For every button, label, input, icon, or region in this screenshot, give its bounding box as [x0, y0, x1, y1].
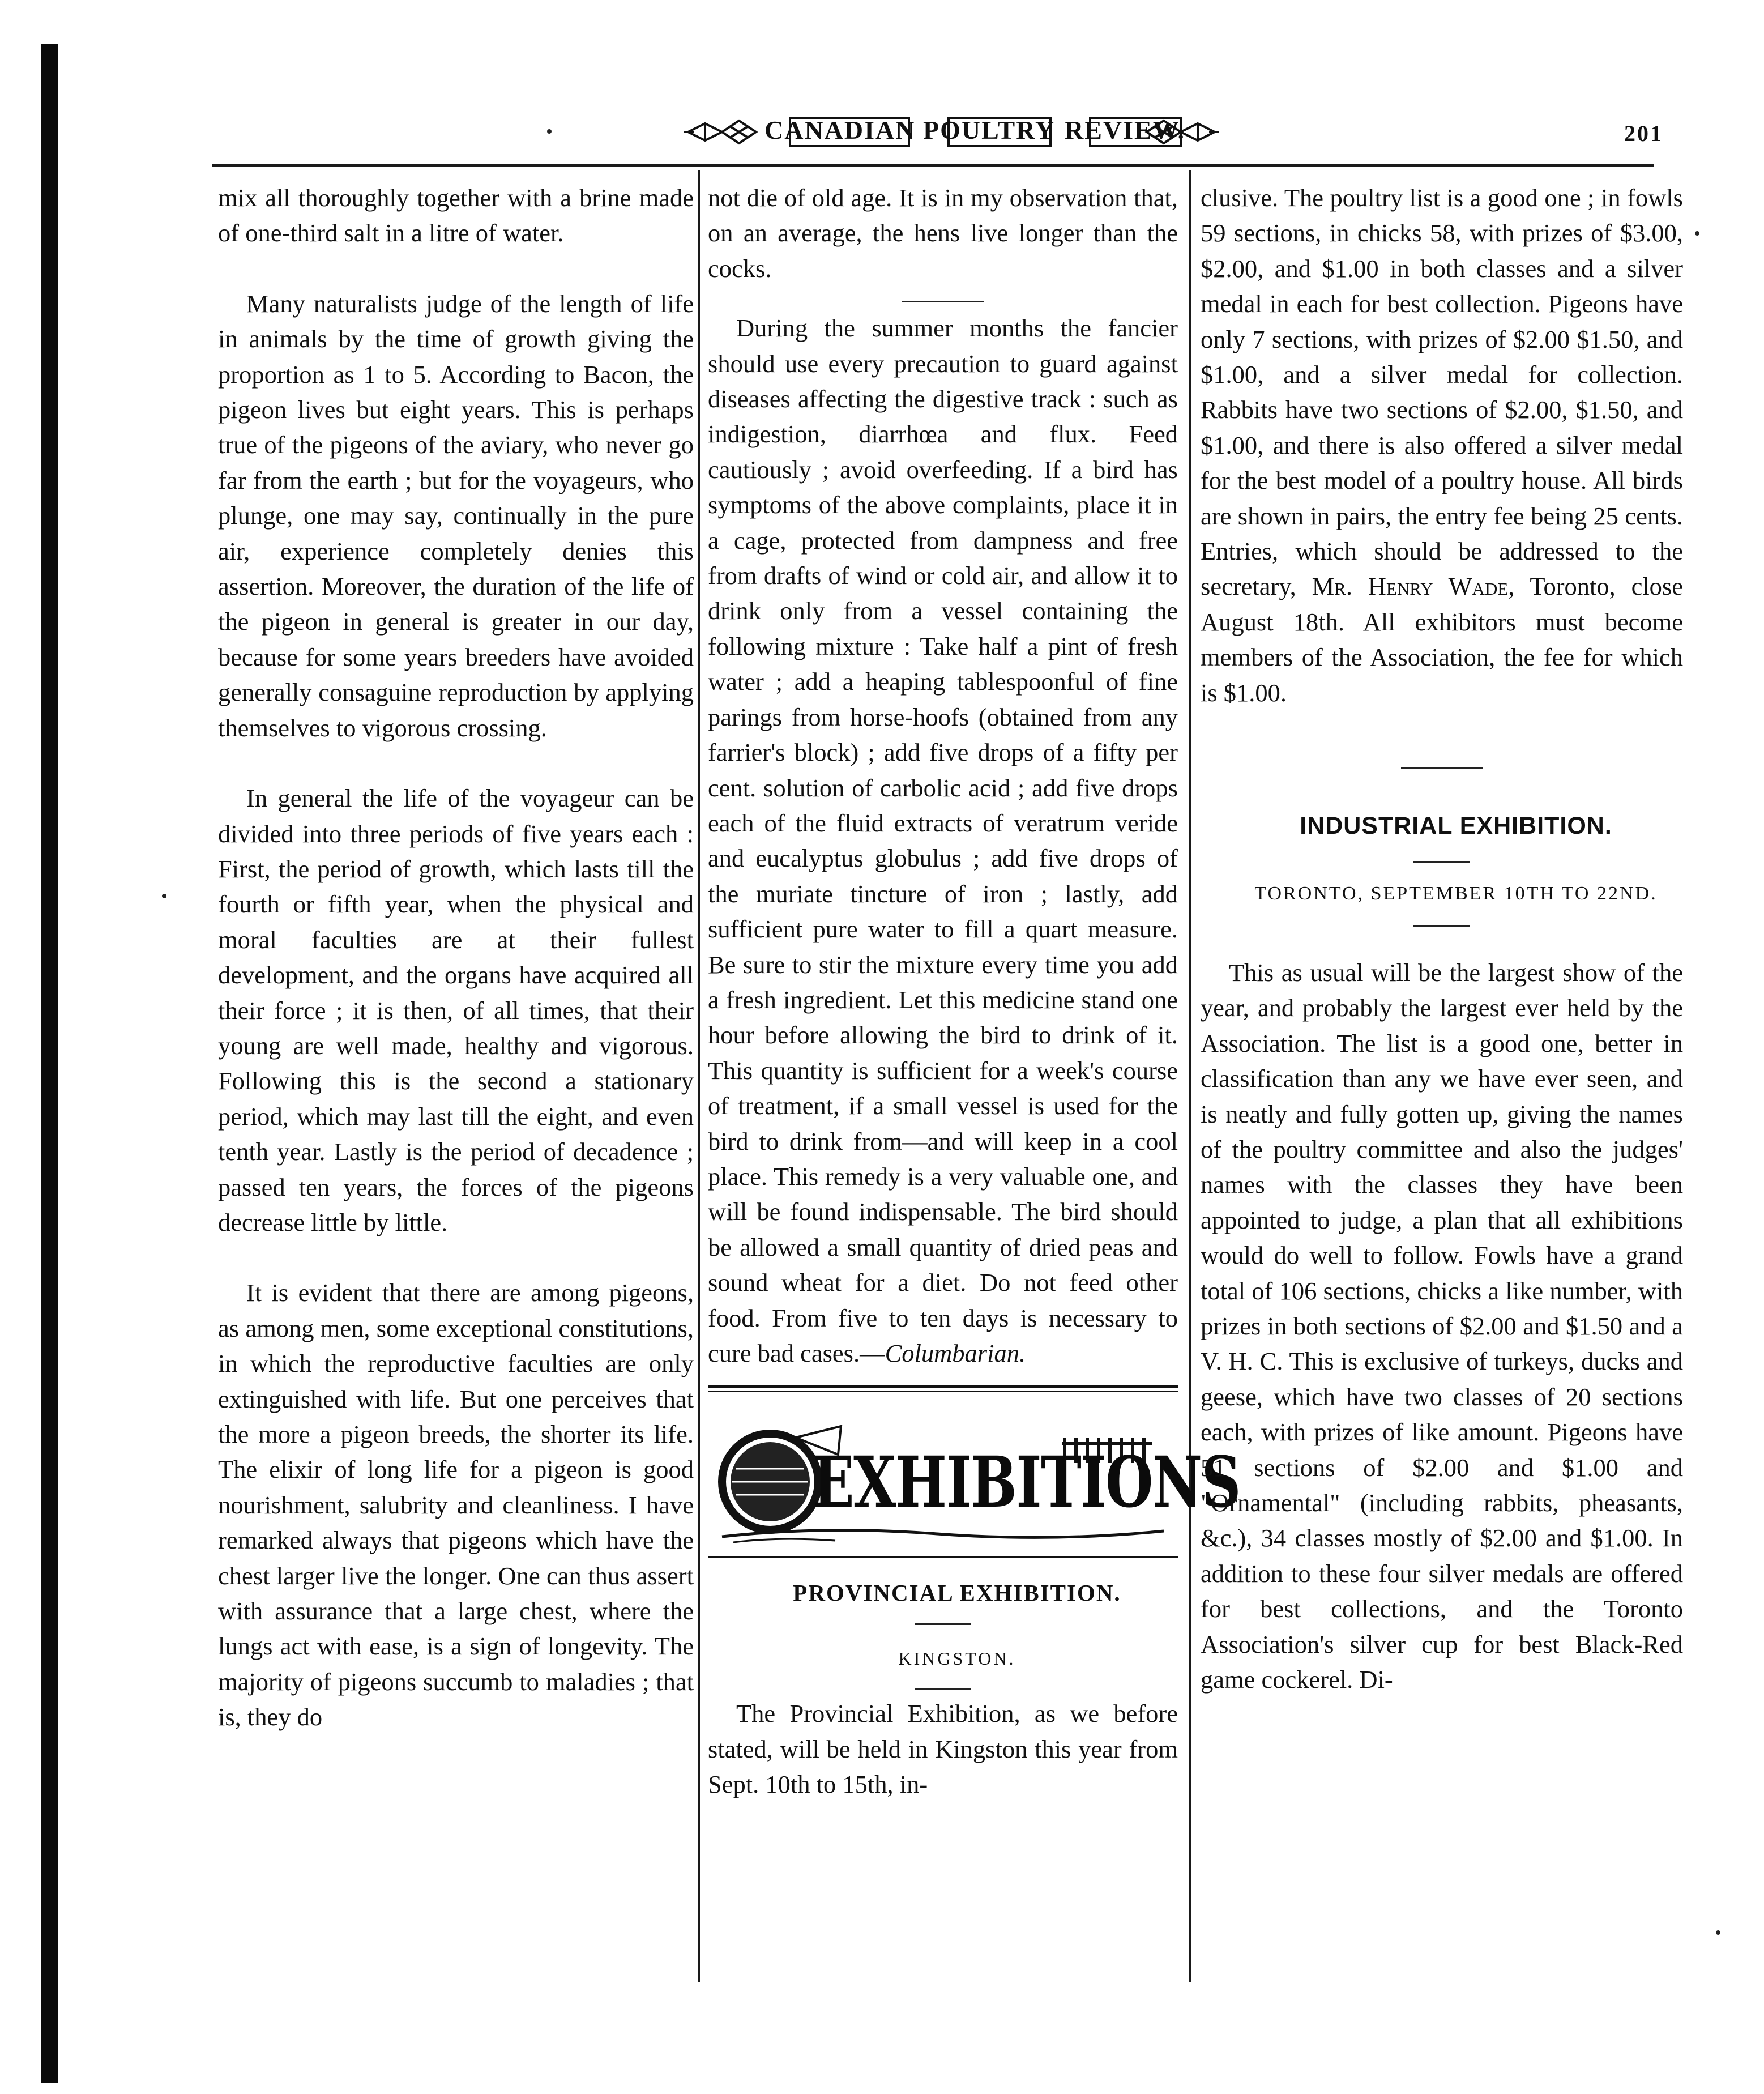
- article-column-1: [218, 180, 694, 1735]
- paragraph: It is evident that there are among pigeons, as among men, some exceptional constitutions, in which the reproductive faculties are only extinguished with life. But one perceives that the more a pigeon breeds, the shorter its life. The elixir of long life for a pigeon is good nourishment, salubrity and cleanliness. I have remarked always that pigeons which have the chest larger live the longer. One can thus assert with assurance that a large chest, where the lungs act with ease, is a sign of longevity. The majority of pigeons succumb to maladies ; that is, they do: [218, 1278, 694, 1732]
- paragraph-text: , Toronto, close August 18th. All exhibitors must become members of the Association, the fee for which is $1.00.: [1201, 572, 1683, 707]
- column-divider: [1189, 170, 1191, 1982]
- paragraph: mix all thoroughly together with a brine made of one-third salt in a litre of water.: [218, 184, 694, 248]
- source-attribution: Columbarian.: [885, 1339, 1026, 1367]
- paragraph: This as usual will be the largest show of the year, and probably the largest ever held by the Association. The list is a good one, better in classification than any we have ever seen, and is neatly and fully gotten up, giving the names of the poultry committee and also the judges' names with the classes they have been appointed to judge, a plan that all exhibitions would do well to follow. Fowls have a grand total of 106 sections, chicks a like number, with prizes in both sections of $2.00 and $1.50 and a V. H. C. This is exclusive of turkeys, ducks and geese, which have two classes of 20 sections each, with prizes of like amount. Pigeons have 51 sections of $2.00 and $1.00 and "Ornamental" (including rabbits, pheasants, &c.), 34 classes mostly of $2.00 and $1.00. In addition to these four silver medals are offered for best collections, and the Toronto Association's silver cup for best Black-Red game cockerel. Di-: [1201, 958, 1683, 1694]
- header-rule: [212, 164, 1654, 167]
- column-divider: [698, 170, 700, 1982]
- page-edge-bar: [41, 44, 58, 2083]
- paragraph: [1201, 180, 1683, 710]
- banner-rule-top: [708, 1385, 1178, 1388]
- section-heading: PROVINCIAL EXHIBITION.: [793, 1580, 1121, 1606]
- exhibitions-banner-title: EXHIBITIONS: [813, 1442, 1240, 1524]
- banner-rule-top: [708, 1391, 1178, 1392]
- paragraph-text: clusive. The poultry list is a good one ; in fowls 59 sections, in chicks 58, with prizes of $3.00, $2.00, and $1.00 in both classes and a silver medal in each for best collection. Pigeons have only 7 sections, with prizes of $2.00 $1.50, and $1.00, and a silver medal for collection. Rabbits have two sections of $2.00, $1.50, and $1.00, and there is also offered a silver medal for the best model of a poultry house. All birds are shown in pairs, the entry fee being 25 cents. Entries, which should be addressed to the secretary,: [1201, 184, 1683, 601]
- masthead-word-poultry: POULTRY: [923, 116, 1056, 144]
- masthead: [682, 101, 1220, 163]
- ink-speck: [547, 129, 552, 134]
- section-subheading: TORONTO, SEPTEMBER 10TH TO 22ND.: [1254, 882, 1658, 904]
- paragraph: Many naturalists judge of the length of life in animals by the time of growth giving the proportion as 1 to 5. According to Bacon, the pigeon lives but eight years. This is perhaps true of the pigeons of the aviary, who never go far from the earth ; but for the voyageurs, who plunge, one may say, continually in the pure air, experience completely denies this assertion. Moreover, the duration of the life of the pigeon in general is greater in our day, because for some years breeders have avoided generally consaguine reproduction by applying themselves to vigorous crossing.: [218, 289, 694, 742]
- ink-speck: [1716, 1930, 1720, 1935]
- section-separator: [1413, 861, 1470, 863]
- secretary-name: Mr. Henry Wade: [1312, 572, 1509, 601]
- section-separator: [1413, 925, 1470, 927]
- page-number: 201: [1624, 121, 1663, 146]
- exhibitions-banner: [711, 1415, 1240, 1545]
- ink-speck: [1695, 231, 1699, 236]
- paragraph-text: During the summer months the fancier should use every precaution to guard against diseases affecting the digestive track : such as indigestion, diarrhœa and flux. Feed cautiously ; avoid overfeeding. If a bird has symptoms of the above complaints, place it in a cage, protected from dampness and free from drafts of wind or cold air, and allow it to drink only from a vessel containing the following mixture : Take half a pint of fresh water ; add a heaping tablespoonful of fine parings from horse-hoofs (obtained from any farrier's block) ; add five drops of a fifty per cent. solution of carbolic acid ; add five drops each of the fluid extracts of veratrum veride and eucalyptus globulus ; add five drops of the muriate tincture of iron ; lastly, add sufficient pure water to fill a quart measure. Be sure to stir the mixture every time you add a fresh ingredient. Let this medicine stand one hour before allowing the bird to drink of it. This quantity is sufficient for a week's course of treatment, if a small vessel is used for the bird to drink from—and will keep in a cool place. This remedy is a very valuable one, and will be found indispensable. The bird should be allowed a small quantity of dried peas and sound wheat for a diet. Do not feed other food. From five to ten days is necessary to cure bad cases.—: [708, 314, 1178, 1367]
- section-separator: [1401, 767, 1483, 769]
- ink-speck: [162, 894, 166, 898]
- paragraph: not die of old age. It is in my observation that, on an average, the hens live longer than the cocks.: [708, 184, 1178, 283]
- paragraph: In general the life of the voyageur can be divided into three periods of five years each : First, the period of growth, which lasts till the fourth or fifth year, when the physical and moral faculties are at their fullest development, and the organs have acquired all their force ; it is then, of all times, that their young are well made, healthy and vigorous. Following this is the second a stationary period, which may last till the eight, and even tenth year. Lastly is the period of decadence ; passed ten years, the forces of the pigeons decrease little by little.: [218, 784, 694, 1236]
- article-column-3: [1201, 180, 1683, 1697]
- section-separator: [915, 1623, 971, 1625]
- paragraph: [708, 310, 1178, 1371]
- section-subheading: KINGSTON.: [898, 1648, 1016, 1669]
- section-heading: INDUSTRIAL EXHIBITION.: [1300, 812, 1612, 840]
- paragraph: The Provincial Exhibition, as we before stated, will be held in Kingston this year from Sept. 10th to 15th, in-: [708, 1699, 1178, 1799]
- section-separator: [902, 301, 984, 302]
- masthead-word-review: REVIEW.: [1065, 116, 1185, 144]
- section-separator: [915, 1688, 971, 1690]
- masthead-word-canadian: CANADIAN: [764, 116, 916, 144]
- article-column-2: [708, 180, 1240, 1802]
